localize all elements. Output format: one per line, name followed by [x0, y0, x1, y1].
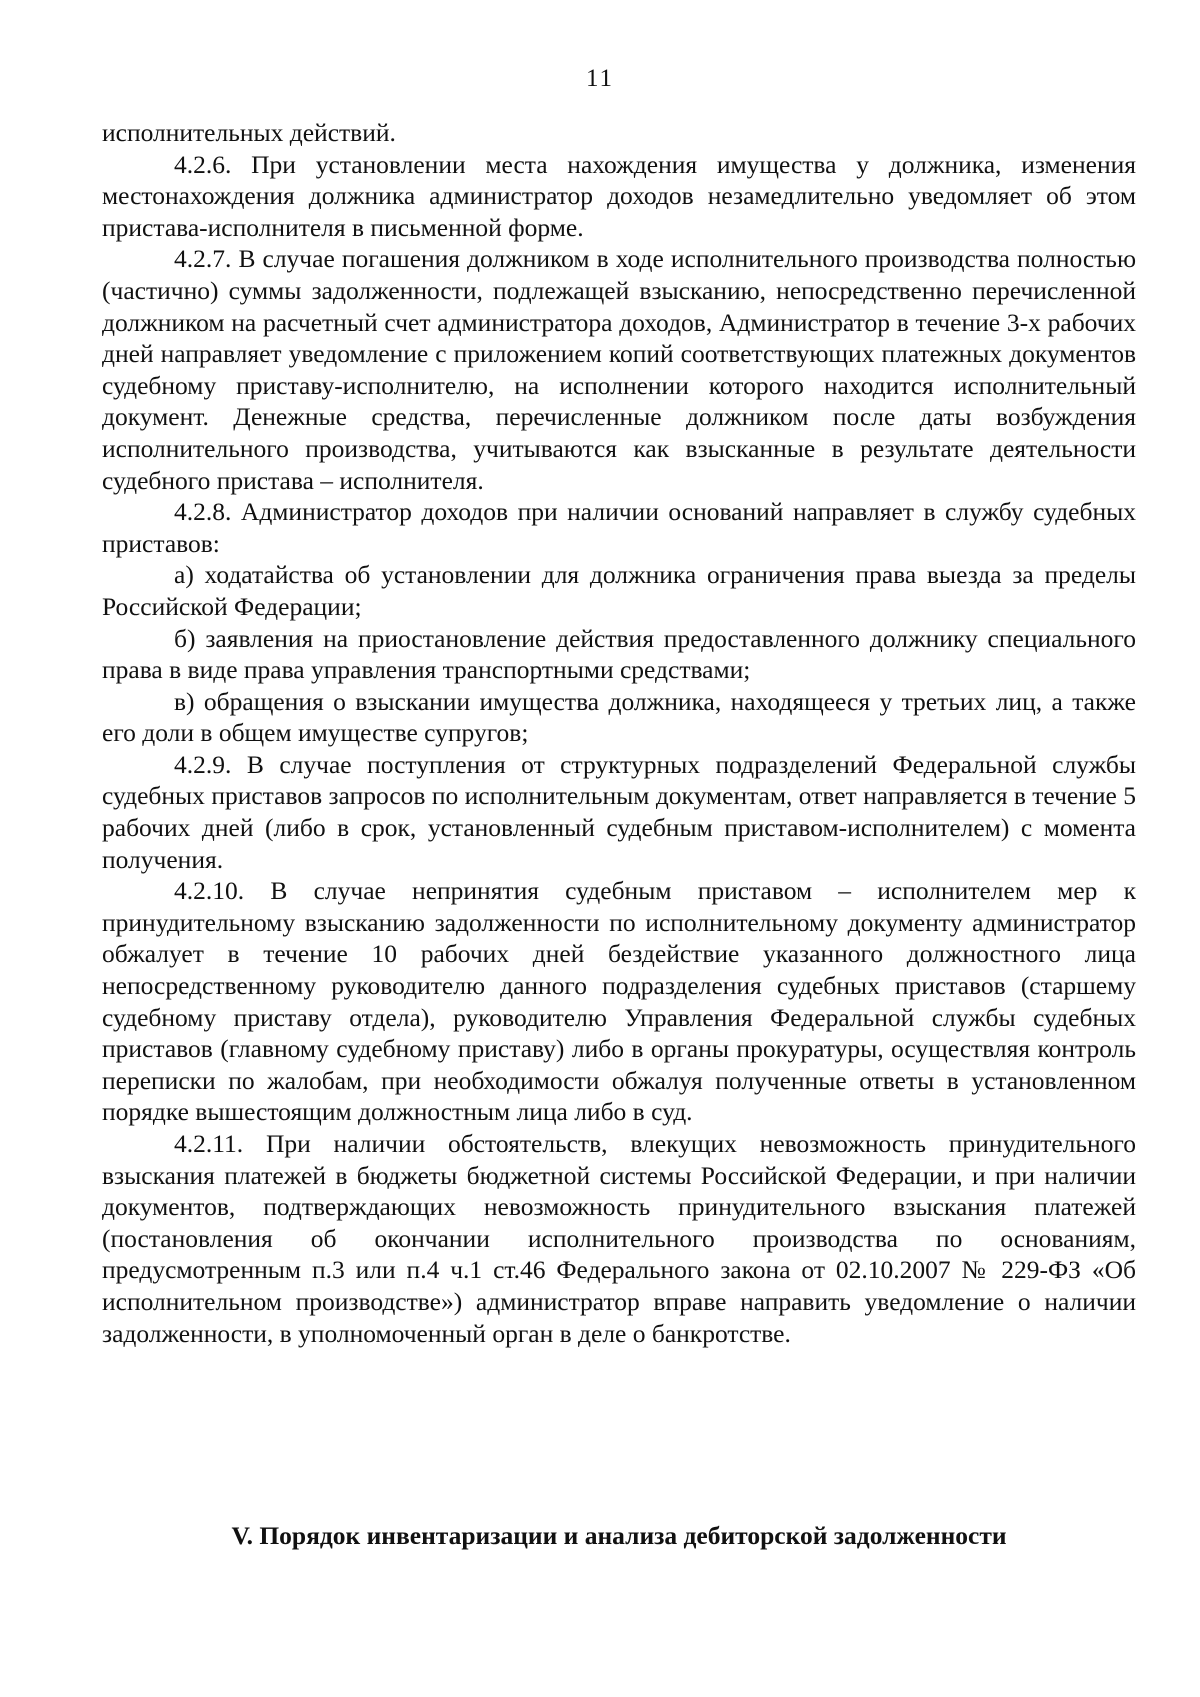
paragraph-4-2-10: 4.2.10. В случае непринятия судебным приставом – исполнителем мер к принудительному взысканию задолженности по исполнительному документу администратор обжалует в течение 10 рабочих дней бездействие указанного должностного лица непосредственному руководителю данного подразделения судебных приставов (старшему судебному приставу отдела), руководителю Управления Федеральной службы судебных приставов (главному судебному приставу) либо в органы прокуратуры, осуществляя контроль переписки по жалобам, при необходимости обжалуя полученные ответы в установленном порядке вышестоящим должностным лица либо в суд.: [102, 876, 1136, 1127]
paragraph-4-2-8: 4.2.8. Администратор доходов при наличии оснований направляет в службу судебных приставов:: [102, 497, 1136, 558]
list-item-a: а) ходатайства об установлении для должника ограничения права выезда за пределы Российской Федерации;: [102, 560, 1136, 621]
list-item-v: в) обращения о взыскании имущества должника, находящееся у третьих лиц, а также его доли в общем имуществе супругов;: [102, 686, 1136, 748]
page-number: 11: [585, 65, 615, 92]
paragraph-4-2-6: 4.2.6. При установлении места нахождения имущества у должника, изменения местонахождения должника администратор доходов незамедлительно уведомляет об этом пристава-исполнителя в письменной форме.: [102, 149, 1136, 242]
paragraph-continuation: исполнительных действий.: [102, 118, 396, 147]
document-body: [102, 117, 1136, 1349]
section-heading: V. Порядок инвентаризации и анализа дебиторской задолженности: [231, 1521, 1007, 1550]
paragraph-4-2-7: 4.2.7. В случае погашения должником в ходе исполнительного производства полностью (частично) суммы задолженности, подлежащей взысканию, непосредственно перечисленной должником на расчетный счет администратора доходов, Администратор в течение 3-х рабочих дней направляет уведомление с приложением копий соответствующих платежных документов судебному приставу-исполнителю, на исполнении которого находится исполнительный документ. Денежные средства, перечисленные должником после даты возбуждения исполнительного производства, учитываются как взысканные в результате деятельности судебного пристава – исполнителя.: [102, 244, 1136, 495]
list-item-b: б) заявления на приостановление действия предоставленного должнику специального права в виде права управления транспортными средствами;: [102, 623, 1136, 685]
paragraph-4-2-11: 4.2.11. При наличии обстоятельств, влекущих невозможность принудительного взыскания платежей в бюджеты бюджетной системы Российской Федерации, и при наличии документов, подтверждающих невозможность принудительного взыскания платежей (постановления об окончании исполнительного производства по основаниям, предусмотренным п.3 или п.4 ч.1 ст.46 Федерального закона от 02.10.2007 № 229-ФЗ «Об исполнительном производстве») администратор вправе направить уведомление о наличии задолженности, в уполномоченный орган в деле о банкротстве.: [102, 1129, 1136, 1348]
paragraph-4-2-9: 4.2.9. В случае поступления от структурных подразделений Федеральной службы судебных приставов запросов по исполнительным документам, ответ направляется в течение 5 рабочих дней (либо в срок, установленный судебным приставом-исполнителем) с момента получения.: [102, 749, 1136, 874]
